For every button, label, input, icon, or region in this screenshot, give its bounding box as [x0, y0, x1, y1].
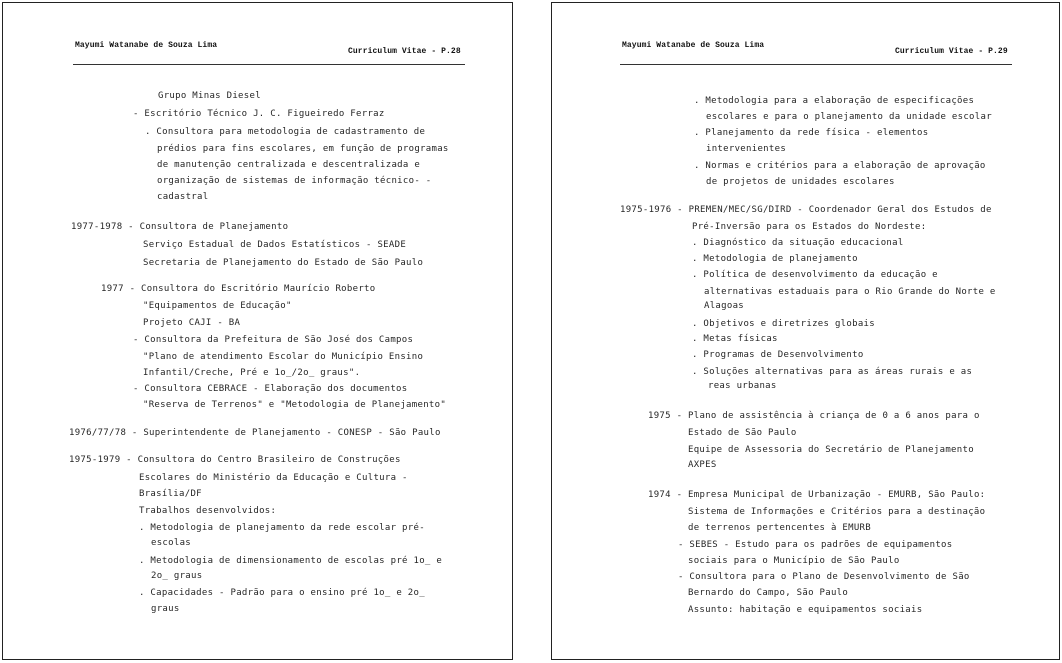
text-line: 1975-1979 - Consultora do Centro Brasileiro de Construções: [69, 455, 401, 465]
text-line: Serviço Estadual de Dados Estatísticos - SEADE: [143, 240, 407, 250]
text-line: "Equipamentos de Educação": [143, 301, 292, 311]
text-line: . Normas e critérios para a elaboração de aprovação: [694, 161, 986, 171]
text-line: "Plano de atendimento Escolar do Município Ensino: [143, 352, 424, 362]
text-line: - Consultora da Prefeitura de São José dos Campos: [133, 335, 414, 345]
document-page-left: [2, 2, 513, 660]
text-line: . Metodologia de dimensionamento de escolas pré 1o_ e: [139, 556, 443, 566]
text-line: Sistema de Informações e Critérios para a destinação: [688, 507, 986, 517]
text-line: Grupo Minas Diesel: [158, 91, 261, 101]
text-line: 1975-1976 - PREMEN/MEC/SG/DIRD - Coordenador Geral dos Estudos de: [620, 205, 992, 215]
text-line: alternativas estaduais para o Rio Grande do Norte e: [704, 287, 996, 297]
text-line: . Diagnóstico da situação educacional: [692, 238, 904, 248]
text-line: Escolares do Ministério da Educação e Cultura -: [139, 473, 408, 483]
text-line: - Escritório Técnico J. C. Figueiredo Ferraz: [133, 109, 385, 119]
text-line: de projetos de unidades escolares: [706, 177, 895, 187]
text-line: Brasília/DF: [139, 489, 202, 499]
text-line: escolas: [151, 538, 192, 548]
text-line: Equipe de Assessoria do Secretário de Planejamento: [688, 445, 974, 455]
text-line: Projeto CAJI - BA: [143, 318, 241, 328]
text-line: organização de sistemas de informação técnico- -: [157, 176, 432, 186]
text-line: . Política de desenvolvimento da educação e: [692, 270, 938, 280]
text-line: . Programas de Desenvolvimento: [692, 350, 864, 360]
text-line: Bernardo do Campo, São Paulo: [688, 588, 849, 598]
text-line: Infantil/Creche, Pré e 1o_/2o_ graus".: [143, 368, 361, 378]
text-line: - Consultora CEBRACE - Elaboração dos documentos: [133, 384, 408, 394]
text-line: "Reserva de Terrenos" e "Metodologia de Planejamento": [143, 400, 447, 410]
header-page-title: Curriculum Vitae - P.29: [895, 47, 1008, 56]
text-line: - SEBES - Estudo para os padrões de equipamentos: [678, 540, 953, 550]
header-rule: [73, 64, 465, 65]
text-line: sociais para o Município de São Paulo: [688, 556, 900, 566]
text-line: . Consultora para metodologia de cadastramento de: [145, 127, 426, 137]
text-line: de terrenos pertencentes à EMURB: [688, 523, 871, 533]
text-line: . Metas físicas: [692, 334, 778, 344]
text-line: - Consultora para o Plano de Desenvolvimento de São: [678, 572, 970, 582]
document-page-right: [551, 2, 1060, 660]
text-line: 2o_ graus: [151, 571, 203, 581]
text-line: intervenientes: [706, 144, 787, 154]
text-line: Pré-Inversão para os Estados do Nordeste:: [692, 222, 927, 232]
text-line: Assunto: habitação e equipamentos sociais: [688, 605, 923, 615]
text-line: AXPES: [688, 460, 717, 470]
text-line: 1977 - Consultora do Escritório Maurício Roberto: [101, 284, 376, 294]
text-line: escolares e para o planejamento da unidade escolar: [706, 112, 992, 122]
text-line: Secretaria de Planejamento do Estado de São Paulo: [143, 258, 424, 268]
text-line: graus: [151, 604, 180, 614]
text-line: . Objetivos e diretrizes globais: [692, 319, 875, 329]
text-line: de manutenção centralizada e descentralizada e: [157, 160, 421, 170]
header-rule: [620, 64, 1012, 65]
text-line: Trabalhos desenvolvidos:: [139, 506, 277, 516]
text-line: 1974 - Empresa Municipal de Urbanização - EMURB, São Paulo:: [648, 490, 986, 500]
text-line: . Planejamento da rede física - elementos: [694, 128, 929, 138]
text-line: . Metodologia de planejamento: [692, 254, 858, 264]
header-page-title: Curriculum Vitae - P.28: [348, 47, 461, 56]
text-line: 1976/77/78 - Superintendente de Planejamento - CONESP - São Paulo: [69, 428, 441, 438]
text-line: cadastral: [157, 192, 209, 202]
text-line: . Metodologia para a elaboração de especificações: [694, 96, 975, 106]
text-line: 1975 - Plano de assistência à criança de 0 a 6 anos para o: [648, 411, 980, 421]
header-author-name: Mayumi Watanabe de Souza Lima: [622, 41, 765, 50]
text-line: . Capacidades - Padrão para o ensino pré 1o_ e 2o_: [139, 588, 425, 598]
text-line: . Soluções alternativas para as áreas rurais e as: [692, 367, 973, 377]
text-line: Estado de São Paulo: [688, 428, 797, 438]
text-line: prédios para fins escolares, em função de programas: [157, 144, 449, 154]
header-author-name: Mayumi Watanabe de Souza Lima: [75, 41, 218, 50]
text-line: 1977-1978 - Consultora de Planejamento: [71, 222, 289, 232]
text-line: . Metodologia de planejamento da rede escolar pré-: [139, 523, 425, 533]
text-line: Alagoas: [704, 301, 745, 311]
text-line: reas urbanas: [708, 381, 777, 391]
